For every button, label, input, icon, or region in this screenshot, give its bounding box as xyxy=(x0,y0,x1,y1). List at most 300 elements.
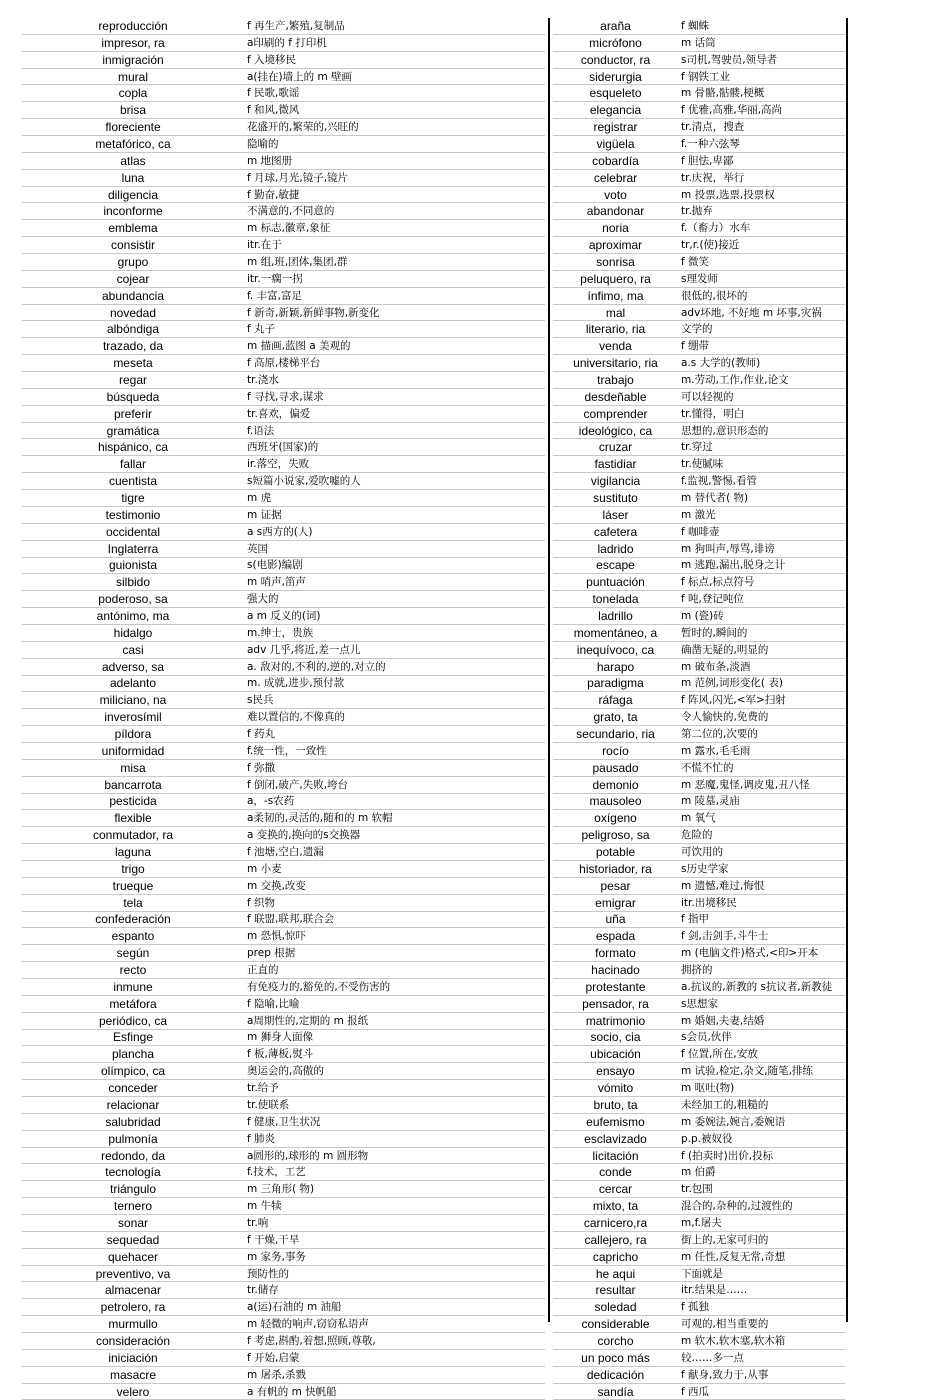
table-row xyxy=(553,523,845,540)
table-row xyxy=(553,1383,845,1400)
table-row xyxy=(553,1198,845,1215)
chinese-meaning: a印刷的 f 打印机 xyxy=(244,34,545,51)
chinese-meaning: 危险的 xyxy=(678,827,845,844)
table-row xyxy=(553,34,845,51)
chinese-meaning: 奥运会的,高傲的 xyxy=(244,1063,545,1080)
chinese-meaning: m 地图册 xyxy=(244,152,545,169)
chinese-meaning: m 组,班,团体,集团,群 xyxy=(244,254,545,271)
chinese-meaning: f 池塘,空白,遗漏 xyxy=(244,844,545,861)
spanish-word: cruzar xyxy=(553,439,678,456)
spanish-word: confederación xyxy=(22,911,244,928)
chinese-meaning: m 婚姻,夫妻,结婚 xyxy=(678,1012,845,1029)
table-row xyxy=(22,321,545,338)
chinese-meaning: 可饮用的 xyxy=(678,844,845,861)
table-row xyxy=(553,1012,845,1029)
chinese-meaning: m 骨骼,骷髅,梗概 xyxy=(678,85,845,102)
table-row xyxy=(22,776,545,793)
table-row xyxy=(22,169,545,186)
spanish-word: siderurgia xyxy=(553,68,678,85)
chinese-meaning: m 虎 xyxy=(244,490,545,507)
spanish-word: abandonar xyxy=(553,203,678,220)
table-row xyxy=(22,18,545,34)
chinese-meaning: f 寻找,寻求,谋求 xyxy=(244,388,545,405)
chinese-meaning: 可观的,相当重要的 xyxy=(678,1316,845,1333)
chinese-meaning: m 三角形( 物) xyxy=(244,1181,545,1198)
table-row xyxy=(22,422,545,439)
table-row xyxy=(22,928,545,945)
table-row xyxy=(22,1265,545,1282)
chinese-meaning: m 投票,选票,投票权 xyxy=(678,186,845,203)
table-row xyxy=(553,692,845,709)
table-row xyxy=(22,102,545,119)
chinese-meaning: f 板,薄板,熨斗 xyxy=(244,1046,545,1063)
spanish-word: pesticida xyxy=(22,793,244,810)
table-row xyxy=(22,1012,545,1029)
chinese-meaning: tr.清点，搜查 xyxy=(678,119,845,136)
spanish-word: triángulo xyxy=(22,1181,244,1198)
spanish-word: redondo, da xyxy=(22,1147,244,1164)
chinese-meaning: f 月球,月光,镜子,镜片 xyxy=(244,169,545,186)
table-row xyxy=(22,810,545,827)
spanish-word: meseta xyxy=(22,355,244,372)
table-row xyxy=(553,1063,845,1080)
spanish-word: sandía xyxy=(553,1383,678,1400)
spanish-word: vómito xyxy=(553,1080,678,1097)
spanish-word: cobardía xyxy=(553,152,678,169)
column-divider xyxy=(548,18,550,1322)
chinese-meaning: f.监视,警惕,看管 xyxy=(678,473,845,490)
spanish-word: espanto xyxy=(22,928,244,945)
chinese-meaning: 较……多一点 xyxy=(678,1349,845,1366)
chinese-meaning: m 软木,软木塞,软木箱 xyxy=(678,1333,845,1350)
spanish-word: corcho xyxy=(553,1333,678,1350)
table-row xyxy=(553,473,845,490)
table-row xyxy=(553,557,845,574)
table-row xyxy=(22,388,545,405)
chinese-meaning: 可以轻视的 xyxy=(678,388,845,405)
table-row xyxy=(22,726,545,743)
spanish-word: bruto, ta xyxy=(553,1097,678,1114)
table-row xyxy=(553,321,845,338)
chinese-meaning: m 遗憾,难过,悔恨 xyxy=(678,877,845,894)
spanish-word: adelanto xyxy=(22,675,244,692)
table-row xyxy=(553,136,845,153)
table-row xyxy=(22,658,545,675)
spanish-word: rocío xyxy=(553,742,678,759)
chinese-meaning: 有免疫力的,豁免的,不受伤害的 xyxy=(244,978,545,995)
table-row xyxy=(22,1231,545,1248)
table-row xyxy=(553,810,845,827)
chinese-meaning: f 再生产,繁殖,复制品 xyxy=(244,18,545,34)
table-row xyxy=(22,540,545,557)
chinese-meaning: m 氧气 xyxy=(678,810,845,827)
chinese-meaning: tr.响 xyxy=(244,1215,545,1232)
spanish-word: formato xyxy=(553,945,678,962)
chinese-meaning: f. 丰富,富足 xyxy=(244,287,545,304)
chinese-meaning: f (拍卖时)出价,投标 xyxy=(678,1147,845,1164)
table-row xyxy=(22,405,545,422)
spanish-word: novedad xyxy=(22,304,244,321)
table-row xyxy=(22,1181,545,1198)
chinese-meaning: m (瓷)砖 xyxy=(678,608,845,625)
chinese-meaning: 很低的,很坏的 xyxy=(678,287,845,304)
table-row xyxy=(22,1198,545,1215)
table-row xyxy=(22,759,545,776)
spanish-word: preventivo, va xyxy=(22,1265,244,1282)
spanish-word: olímpico, ca xyxy=(22,1063,244,1080)
table-row xyxy=(553,186,845,203)
chinese-meaning: f 考虑,斟酌,着想,照顾,尊敬, xyxy=(244,1333,545,1350)
spanish-word: bancarrota xyxy=(22,776,244,793)
spanish-word: inconforme xyxy=(22,203,244,220)
chinese-meaning: s(电影)编剧 xyxy=(244,557,545,574)
chinese-meaning: 确凿无疑的,明显的 xyxy=(678,641,845,658)
table-row xyxy=(22,34,545,51)
table-row xyxy=(22,1366,545,1383)
spanish-word: ternero xyxy=(22,1198,244,1215)
table-row xyxy=(553,355,845,372)
table-row xyxy=(553,793,845,810)
chinese-meaning: a柔韧的,灵活的,随和的 m 软帽 xyxy=(244,810,545,827)
spanish-word: occidental xyxy=(22,523,244,540)
spanish-word: elegancia xyxy=(553,102,678,119)
chinese-meaning: a圆形的,球形的 m 圆形物 xyxy=(244,1147,545,1164)
chinese-meaning: s理发师 xyxy=(678,270,845,287)
spanish-word: conde xyxy=(553,1164,678,1181)
chinese-meaning: f 干燥,干旱 xyxy=(244,1231,545,1248)
spanish-word: hacinado xyxy=(553,962,678,979)
chinese-meaning: m.劳动,工作,作业,论文 xyxy=(678,372,845,389)
table-row xyxy=(553,422,845,439)
spanish-word: Esfinge xyxy=(22,1029,244,1046)
chinese-meaning: f 药丸 xyxy=(244,726,545,743)
spanish-word: silbido xyxy=(22,574,244,591)
chinese-meaning: tr.使联系 xyxy=(244,1097,545,1114)
table-row xyxy=(553,405,845,422)
chinese-meaning: f 优雅,高雅,华丽,高尚 xyxy=(678,102,845,119)
chinese-meaning: f 阵风,闪光,<军>扫射 xyxy=(678,692,845,709)
chinese-meaning: f 民歌,歌谣 xyxy=(244,85,545,102)
chinese-meaning: m,f.屠夫 xyxy=(678,1215,845,1232)
table-row xyxy=(553,490,845,507)
table-row xyxy=(22,574,545,591)
spanish-word: reproducción xyxy=(22,18,244,34)
chinese-meaning: m 委婉法,婉言,委婉语 xyxy=(678,1113,845,1130)
spanish-word: pausado xyxy=(553,759,678,776)
chinese-meaning: m 恶魔,鬼怪,调皮鬼,丑八怪 xyxy=(678,776,845,793)
chinese-meaning: a m 反义的(词) xyxy=(244,608,545,625)
chinese-meaning: m 范例,词形变化( 表) xyxy=(678,675,845,692)
chinese-meaning: s司机,驾驶员,领导者 xyxy=(678,51,845,68)
spanish-word: historiador, ra xyxy=(553,860,678,877)
chinese-meaning: f 新奇,新颖,新鲜事物,新变化 xyxy=(244,304,545,321)
spanish-word: grato, ta xyxy=(553,709,678,726)
chinese-meaning: m 试验,检定,杂文,随笔,排练 xyxy=(678,1063,845,1080)
table-row xyxy=(22,1130,545,1147)
chinese-meaning: m 恐惧,惊吓 xyxy=(244,928,545,945)
table-row xyxy=(22,844,545,861)
spanish-word: secundario, ria xyxy=(553,726,678,743)
table-row xyxy=(22,1316,545,1333)
chinese-meaning: f 高原,楼梯平台 xyxy=(244,355,545,372)
table-row xyxy=(553,1080,845,1097)
table-row xyxy=(553,608,845,625)
table-row xyxy=(553,1316,845,1333)
spanish-word: brisa xyxy=(22,102,244,119)
spanish-word: guionista xyxy=(22,557,244,574)
spanish-word: conductor, ra xyxy=(553,51,678,68)
table-row xyxy=(22,1383,545,1400)
spanish-word: desdeñable xyxy=(553,388,678,405)
spanish-word: copla xyxy=(22,85,244,102)
chinese-meaning: f 勤奋,敏捷 xyxy=(244,186,545,203)
spanish-word: trueque xyxy=(22,877,244,894)
chinese-meaning: tr.使腻味 xyxy=(678,456,845,473)
spanish-word: un poco más xyxy=(553,1349,678,1366)
spanish-word: momentáneo, a xyxy=(553,624,678,641)
spanish-word: velero xyxy=(22,1383,244,1400)
spanish-word: celebrar xyxy=(553,169,678,186)
table-row xyxy=(22,692,545,709)
table-row xyxy=(22,270,545,287)
chinese-meaning: m 破布条,淡酒 xyxy=(678,658,845,675)
chinese-meaning: m 呕吐(物) xyxy=(678,1080,845,1097)
table-row xyxy=(22,473,545,490)
table-row xyxy=(553,709,845,726)
chinese-meaning: f 丸子 xyxy=(244,321,545,338)
chinese-meaning: 思想的,意识形态的 xyxy=(678,422,845,439)
table-row xyxy=(22,338,545,355)
chinese-meaning: f 吨,登记吨位 xyxy=(678,591,845,608)
chinese-meaning: m 替代者( 物) xyxy=(678,490,845,507)
table-row xyxy=(22,68,545,85)
chinese-meaning: f 指甲 xyxy=(678,911,845,928)
chinese-meaning: 混合的,杂种的,过渡性的 xyxy=(678,1198,845,1215)
table-row xyxy=(553,1299,845,1316)
spanish-word: sonar xyxy=(22,1215,244,1232)
spanish-word: floreciente xyxy=(22,119,244,136)
table-row xyxy=(553,203,845,220)
chinese-meaning: a.s 大学的(教师) xyxy=(678,355,845,372)
table-row xyxy=(22,911,545,928)
table-row xyxy=(553,978,845,995)
chinese-meaning: itr.结果是…… xyxy=(678,1282,845,1299)
spanish-word: ideológico, ca xyxy=(553,422,678,439)
chinese-meaning: m 伯爵 xyxy=(678,1164,845,1181)
chinese-meaning: s历史学家 xyxy=(678,860,845,877)
chinese-meaning: m.绅士，贵族 xyxy=(244,624,545,641)
spanish-word: callejero, ra xyxy=(553,1231,678,1248)
spanish-word: trigo xyxy=(22,860,244,877)
spanish-word: voto xyxy=(553,186,678,203)
chinese-meaning: f 咖啡壶 xyxy=(678,523,845,540)
spanish-word: matrimonio xyxy=(553,1012,678,1029)
chinese-meaning: f.（畜力）水车 xyxy=(678,220,845,237)
table-row xyxy=(22,1164,545,1181)
table-row xyxy=(22,439,545,456)
spanish-word: testimonio xyxy=(22,506,244,523)
chinese-meaning: m. 成就,进步,预付款 xyxy=(244,675,545,692)
spanish-word: peligroso, sa xyxy=(553,827,678,844)
table-row xyxy=(22,608,545,625)
chinese-meaning: s思想家 xyxy=(678,995,845,1012)
table-row xyxy=(553,1113,845,1130)
spanish-word: metáfora xyxy=(22,995,244,1012)
table-row xyxy=(553,18,845,34)
spanish-word: mural xyxy=(22,68,244,85)
table-row xyxy=(22,742,545,759)
spanish-word: socio, cia xyxy=(553,1029,678,1046)
chinese-meaning: 拥挤的 xyxy=(678,962,845,979)
chinese-meaning: m 证据 xyxy=(244,506,545,523)
table-row xyxy=(553,68,845,85)
spanish-word: consideración xyxy=(22,1333,244,1350)
spanish-word: venda xyxy=(553,338,678,355)
table-row xyxy=(22,1046,545,1063)
spanish-word: he aqui xyxy=(553,1265,678,1282)
spanish-word: inmigración xyxy=(22,51,244,68)
spanish-word: masacre xyxy=(22,1366,244,1383)
spanish-word: araña xyxy=(553,18,678,34)
table-row xyxy=(22,1097,545,1114)
chinese-meaning: 难以置信的,不像真的 xyxy=(244,709,545,726)
spanish-word: oxígeno xyxy=(553,810,678,827)
table-row xyxy=(553,1231,845,1248)
table-row xyxy=(22,1282,545,1299)
spanish-word: peluquero, ra xyxy=(553,270,678,287)
spanish-word: grupo xyxy=(22,254,244,271)
spanish-word: uniformidad xyxy=(22,742,244,759)
table-row xyxy=(553,1215,845,1232)
chinese-meaning: s会员,伙伴 xyxy=(678,1029,845,1046)
chinese-meaning: m 交换,改变 xyxy=(244,877,545,894)
chinese-meaning: f 肺炎 xyxy=(244,1130,545,1147)
spanish-word: salubridad xyxy=(22,1113,244,1130)
table-row xyxy=(553,1097,845,1114)
chinese-meaning: a(挂在)墙上的 m 壁画 xyxy=(244,68,545,85)
table-row xyxy=(553,1046,845,1063)
spanish-word: universitario, ria xyxy=(553,355,678,372)
table-row xyxy=(553,1164,845,1181)
chinese-meaning: m 轻微的响声,窃窃私语声 xyxy=(244,1316,545,1333)
spanish-word: tonelada xyxy=(553,591,678,608)
spanish-word: consistir xyxy=(22,237,244,254)
spanish-word: conmutador, ra xyxy=(22,827,244,844)
table-row xyxy=(22,962,545,979)
table-row xyxy=(553,742,845,759)
table-row xyxy=(553,1029,845,1046)
table-row xyxy=(553,439,845,456)
chinese-meaning: 预防性的 xyxy=(244,1265,545,1282)
table-row xyxy=(553,1349,845,1366)
table-row xyxy=(22,1299,545,1316)
chinese-meaning: tr.穿过 xyxy=(678,439,845,456)
table-row xyxy=(553,844,845,861)
table-row xyxy=(553,641,845,658)
spanish-word: ladrido xyxy=(553,540,678,557)
spanish-word: ubicación xyxy=(553,1046,678,1063)
spanish-word: mixto, ta xyxy=(553,1198,678,1215)
chinese-meaning: m (电脑文件)格式,<印>开本 xyxy=(678,945,845,962)
table-row xyxy=(22,523,545,540)
table-row xyxy=(22,304,545,321)
spanish-word: petrolero, ra xyxy=(22,1299,244,1316)
spanish-word: ínfimo, ma xyxy=(553,287,678,304)
table-row xyxy=(22,237,545,254)
spanish-word: registrar xyxy=(553,119,678,136)
spanish-word: hidalgo xyxy=(22,624,244,641)
spanish-word: potable xyxy=(553,844,678,861)
table-row xyxy=(22,894,545,911)
table-row xyxy=(553,169,845,186)
spanish-word: fastidiar xyxy=(553,456,678,473)
table-row xyxy=(553,1147,845,1164)
chinese-meaning: f 倒闭,破产,失败,垮台 xyxy=(244,776,545,793)
table-row xyxy=(22,287,545,304)
chinese-meaning: m 标志,徽章,象征 xyxy=(244,220,545,237)
spanish-word: preferir xyxy=(22,405,244,422)
chinese-meaning: m 任性,反复无常,奇想 xyxy=(678,1248,845,1265)
spanish-word: esclavizado xyxy=(553,1130,678,1147)
spanish-word: dedicación xyxy=(553,1366,678,1383)
spanish-word: sonrisa xyxy=(553,254,678,271)
spanish-word: píldora xyxy=(22,726,244,743)
spanish-word: licitación xyxy=(553,1147,678,1164)
table-row xyxy=(553,388,845,405)
table-row xyxy=(553,506,845,523)
table-row xyxy=(553,624,845,641)
chinese-meaning: a 有帆的 m 快帆船 xyxy=(244,1383,545,1400)
spanish-word: poderoso, sa xyxy=(22,591,244,608)
table-row xyxy=(553,1333,845,1350)
spanish-word: sequedad xyxy=(22,1231,244,1248)
chinese-meaning: a周期性的,定期的 m 报纸 xyxy=(244,1012,545,1029)
chinese-meaning: f 联盟,联邦,联合会 xyxy=(244,911,545,928)
spanish-word: puntuación xyxy=(553,574,678,591)
chinese-meaning: 不慌不忙的 xyxy=(678,759,845,776)
table-row xyxy=(22,827,545,844)
chinese-meaning: m 狗叫声,辱骂,诽谤 xyxy=(678,540,845,557)
spanish-word: flexible xyxy=(22,810,244,827)
column-divider xyxy=(846,18,848,1322)
table-row xyxy=(553,1248,845,1265)
table-row xyxy=(22,1248,545,1265)
spanish-word: metafórico, ca xyxy=(22,136,244,153)
chinese-meaning: tr.给予 xyxy=(244,1080,545,1097)
chinese-meaning: p.p.被奴役 xyxy=(678,1130,845,1147)
table-row xyxy=(22,1349,545,1366)
spanish-word: diligencia xyxy=(22,186,244,203)
chinese-meaning: 第二位的,次要的 xyxy=(678,726,845,743)
table-row xyxy=(22,675,545,692)
table-row xyxy=(22,591,545,608)
table-row xyxy=(22,152,545,169)
spanish-word: emblema xyxy=(22,220,244,237)
spanish-word: trabajo xyxy=(553,372,678,389)
chinese-meaning: tr.庆祝，举行 xyxy=(678,169,845,186)
chinese-meaning: f 织物 xyxy=(244,894,545,911)
chinese-meaning: s短篇小说家,爱吹嘘的人 xyxy=(244,473,545,490)
chinese-meaning: f 位置,所在,安放 xyxy=(678,1046,845,1063)
chinese-meaning: f 入境移民 xyxy=(244,51,545,68)
table-row xyxy=(22,372,545,389)
table-row xyxy=(22,1333,545,1350)
table-row xyxy=(553,540,845,557)
spanish-word: láser xyxy=(553,506,678,523)
chinese-meaning: m 牛犊 xyxy=(244,1198,545,1215)
table-row xyxy=(553,591,845,608)
spanish-word: adverso, sa xyxy=(22,658,244,675)
